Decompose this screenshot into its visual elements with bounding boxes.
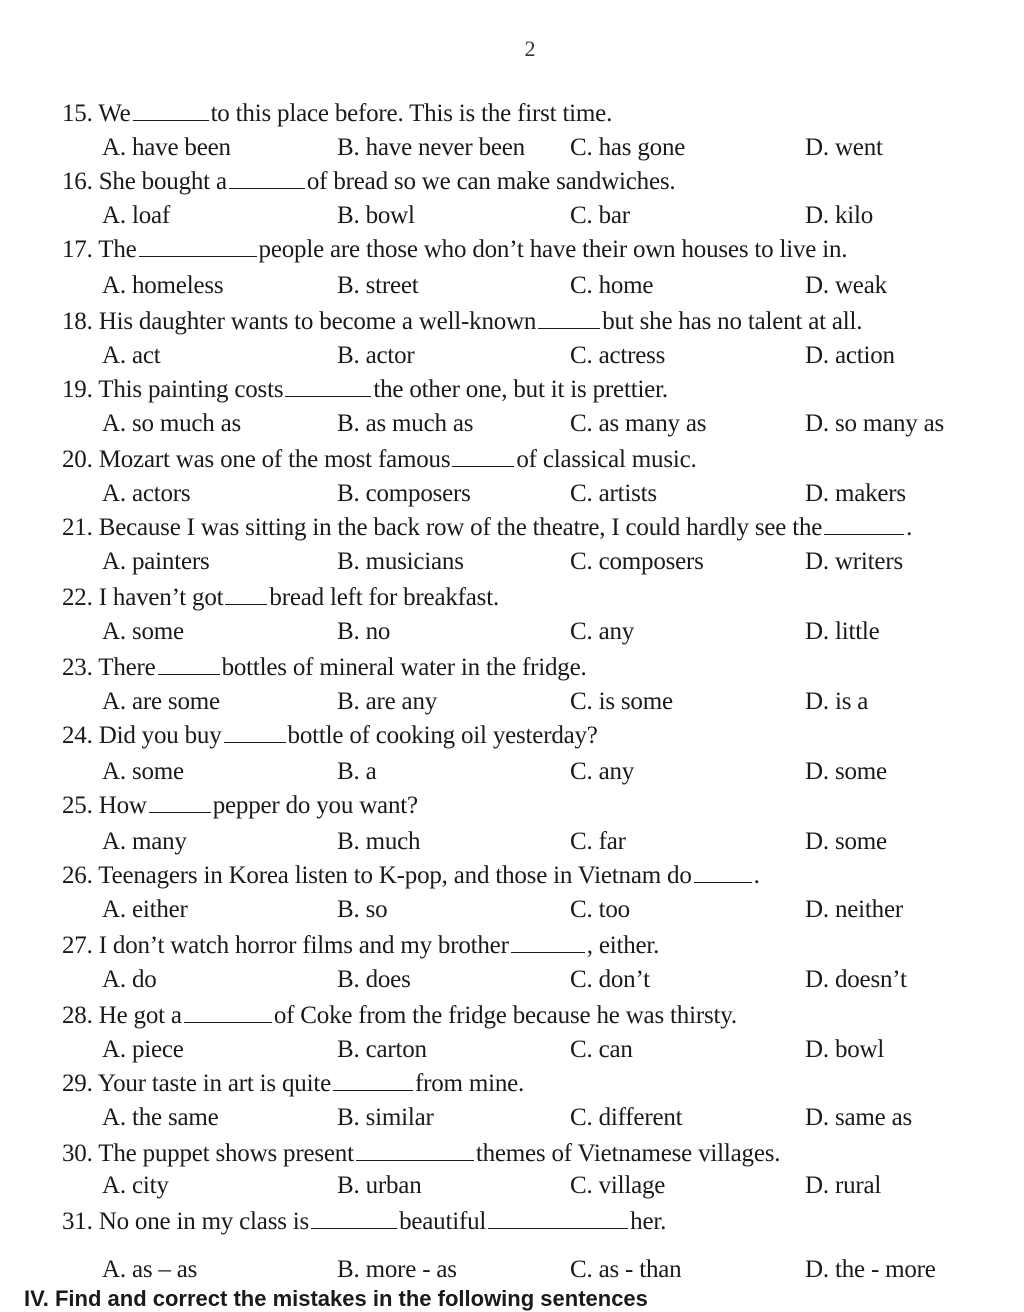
answer-blank <box>229 170 305 189</box>
option-a: A. some <box>102 758 184 785</box>
option-d: D. bowl <box>805 1036 885 1063</box>
question <box>62 1070 524 1098</box>
answer-blank <box>824 516 904 535</box>
question-text: . <box>906 514 913 541</box>
answer-blank <box>694 864 752 883</box>
question-number: 21. <box>62 514 93 541</box>
answer-blank <box>311 1210 397 1229</box>
option-b: B. does <box>337 966 411 993</box>
question <box>62 1002 737 1030</box>
question-number: 30. <box>62 1140 93 1167</box>
option-a: A. painters <box>102 548 210 575</box>
option-b: B. musicians <box>337 548 464 575</box>
question-text: of bread so we can make sandwiches. <box>306 168 676 195</box>
option-b: B. no <box>337 618 391 645</box>
option-a: A. either <box>102 896 188 923</box>
question-text: beautiful <box>399 1208 487 1235</box>
option-b: B. a <box>337 758 377 785</box>
option-d: D. some <box>805 758 887 785</box>
option-d: D. action <box>805 342 895 369</box>
question <box>62 1140 780 1168</box>
option-d: D. the - more <box>805 1256 936 1283</box>
option-d: D. is a <box>805 688 869 715</box>
option-b: B. are any <box>337 688 438 715</box>
question-text: bottle of cooking oil yesterday? <box>287 722 598 749</box>
option-b: B. urban <box>337 1172 422 1199</box>
answer-blank <box>158 656 220 675</box>
option-c: C. too <box>570 896 630 923</box>
option-a: A. actors <box>102 480 191 507</box>
question <box>62 308 862 336</box>
answer-blank <box>149 794 211 813</box>
option-c: C. home <box>570 272 654 299</box>
option-b: B. composers <box>337 480 471 507</box>
question-text: How <box>98 792 147 819</box>
option-d: D. rural <box>805 1172 882 1199</box>
question-number: 29. <box>62 1070 93 1097</box>
question-text: I don’t watch horror films and my brother <box>98 932 509 959</box>
question <box>62 932 659 960</box>
question-number: 23. <box>62 654 93 681</box>
question-text: bread left for breakfast. <box>269 584 500 611</box>
option-a: A. loaf <box>102 202 171 229</box>
option-b: B. more - as <box>337 1256 457 1283</box>
option-d: D. makers <box>805 480 906 507</box>
question <box>62 446 697 474</box>
question-text: His daughter wants to become a well-known <box>98 308 537 335</box>
option-a: A. homeless <box>102 272 224 299</box>
section-heading: IV. Find and correct the mistakes in the following sentences <box>24 1286 648 1311</box>
question <box>62 792 418 820</box>
option-b: B. carton <box>337 1036 427 1063</box>
option-d: D. kilo <box>805 202 874 229</box>
question-text: This painting costs <box>98 376 284 403</box>
question <box>62 654 587 682</box>
answer-blank <box>356 1142 474 1161</box>
option-a: A. some <box>102 618 184 645</box>
question-text: I haven’t got <box>98 584 224 611</box>
answer-blank <box>285 378 371 397</box>
option-a: A. the same <box>102 1104 219 1131</box>
option-d: D. neither <box>805 896 903 923</box>
question <box>62 236 847 264</box>
question-text: The <box>98 236 137 263</box>
question-number: 19. <box>62 376 93 403</box>
question-text: people are those who don’t have their own houses to live in. <box>258 236 848 263</box>
option-c: C. village <box>570 1172 666 1199</box>
option-d: D. doesn’t <box>805 966 907 993</box>
question <box>62 722 598 750</box>
question-text: . <box>753 862 760 889</box>
option-a: A. as – as <box>102 1256 198 1283</box>
answer-blank <box>133 102 209 121</box>
question-text: Did you buy <box>98 722 222 749</box>
question <box>62 514 912 542</box>
question-number: 27. <box>62 932 93 959</box>
option-c: C. has gone <box>570 134 686 161</box>
question-text: Mozart was one of the most famous <box>98 446 451 473</box>
question-number: 24. <box>62 722 93 749</box>
question <box>62 100 612 128</box>
question <box>62 376 668 404</box>
option-c: C. bar <box>570 202 630 229</box>
question-text: of Coke from the fridge because he was thirsty. <box>273 1002 737 1029</box>
question-text: , either. <box>586 932 660 959</box>
option-d: D. weak <box>805 272 887 299</box>
option-b: B. so <box>337 896 388 923</box>
question-text: to this place before. This is the first time. <box>210 100 613 127</box>
answer-blank <box>224 724 286 743</box>
option-a: A. city <box>102 1172 169 1199</box>
question-text: Because I was sitting in the back row of the theatre, I could hardly see the <box>98 514 823 541</box>
option-a: A. act <box>102 342 161 369</box>
question-number: 18. <box>62 308 93 335</box>
option-c: C. can <box>570 1036 633 1063</box>
question-text: from mine. <box>415 1070 525 1097</box>
question-number: 17. <box>62 236 93 263</box>
question-number: 26. <box>62 862 93 889</box>
question-text: There <box>98 654 156 681</box>
option-b: B. have never been <box>337 134 525 161</box>
option-c: C. artists <box>570 480 657 507</box>
option-d: D. some <box>805 828 887 855</box>
answer-blank <box>139 238 257 257</box>
answer-blank <box>333 1072 413 1091</box>
question <box>62 1208 666 1236</box>
question-number: 15. <box>62 100 93 127</box>
option-a: A. so much as <box>102 410 242 437</box>
question-number: 20. <box>62 446 93 473</box>
question-text: pepper do you want? <box>212 792 418 819</box>
question-number: 16. <box>62 168 93 195</box>
option-a: A. are some <box>102 688 220 715</box>
option-d: D. same as <box>805 1104 912 1131</box>
answer-blank <box>452 448 514 467</box>
option-d: D. went <box>805 134 883 161</box>
option-d: D. so many as <box>805 410 945 437</box>
question <box>62 168 675 196</box>
option-b: B. street <box>337 272 419 299</box>
option-c: C. as - than <box>570 1256 682 1283</box>
option-c: C. any <box>570 758 635 785</box>
answer-blank <box>511 934 585 953</box>
option-c: C. is some <box>570 688 673 715</box>
question-text: of classical music. <box>516 446 697 473</box>
question <box>62 584 499 612</box>
question-text: her. <box>630 1208 667 1235</box>
option-c: C. composers <box>570 548 704 575</box>
option-b: B. much <box>337 828 421 855</box>
answer-blank <box>538 310 600 329</box>
question <box>62 862 760 890</box>
option-b: B. bowl <box>337 202 415 229</box>
option-b: B. as much as <box>337 410 474 437</box>
question-number: 31. <box>62 1208 93 1235</box>
option-c: C. different <box>570 1104 683 1131</box>
option-d: D. little <box>805 618 880 645</box>
question-text: He got a <box>98 1002 182 1029</box>
question-text: Your taste in art is quite <box>97 1070 331 1097</box>
option-a: A. many <box>102 828 187 855</box>
option-b: B. actor <box>337 342 415 369</box>
question-text: Teenagers in Korea listen to K-pop, and those in Vietnam do <box>98 862 692 889</box>
answer-blank <box>184 1004 272 1023</box>
option-c: C. far <box>570 828 626 855</box>
question-text: The puppet shows present <box>98 1140 354 1167</box>
question-text: She bought a <box>98 168 227 195</box>
option-c: C. as many as <box>570 410 707 437</box>
question-text: No one in my class is <box>98 1208 310 1235</box>
option-c: C. actress <box>570 342 666 369</box>
question-text: We <box>98 100 131 127</box>
page-number: 2 <box>524 36 536 61</box>
question-number: 28. <box>62 1002 93 1029</box>
question-text: but she has no talent at all. <box>602 308 863 335</box>
option-a: A. piece <box>102 1036 184 1063</box>
option-c: C. don’t <box>570 966 650 993</box>
answer-blank <box>488 1210 628 1229</box>
question-number: 22. <box>62 584 93 611</box>
option-a: A. do <box>102 966 157 993</box>
question-text: the other one, but it is prettier. <box>373 376 668 403</box>
option-c: C. any <box>570 618 635 645</box>
question-text: bottles of mineral water in the fridge. <box>221 654 587 681</box>
option-a: A. have been <box>102 134 231 161</box>
question-number: 25. <box>62 792 93 819</box>
question-text: themes of Vietnamese villages. <box>475 1140 781 1167</box>
option-d: D. writers <box>805 548 903 575</box>
answer-blank <box>225 586 267 605</box>
option-b: B. similar <box>337 1104 434 1131</box>
